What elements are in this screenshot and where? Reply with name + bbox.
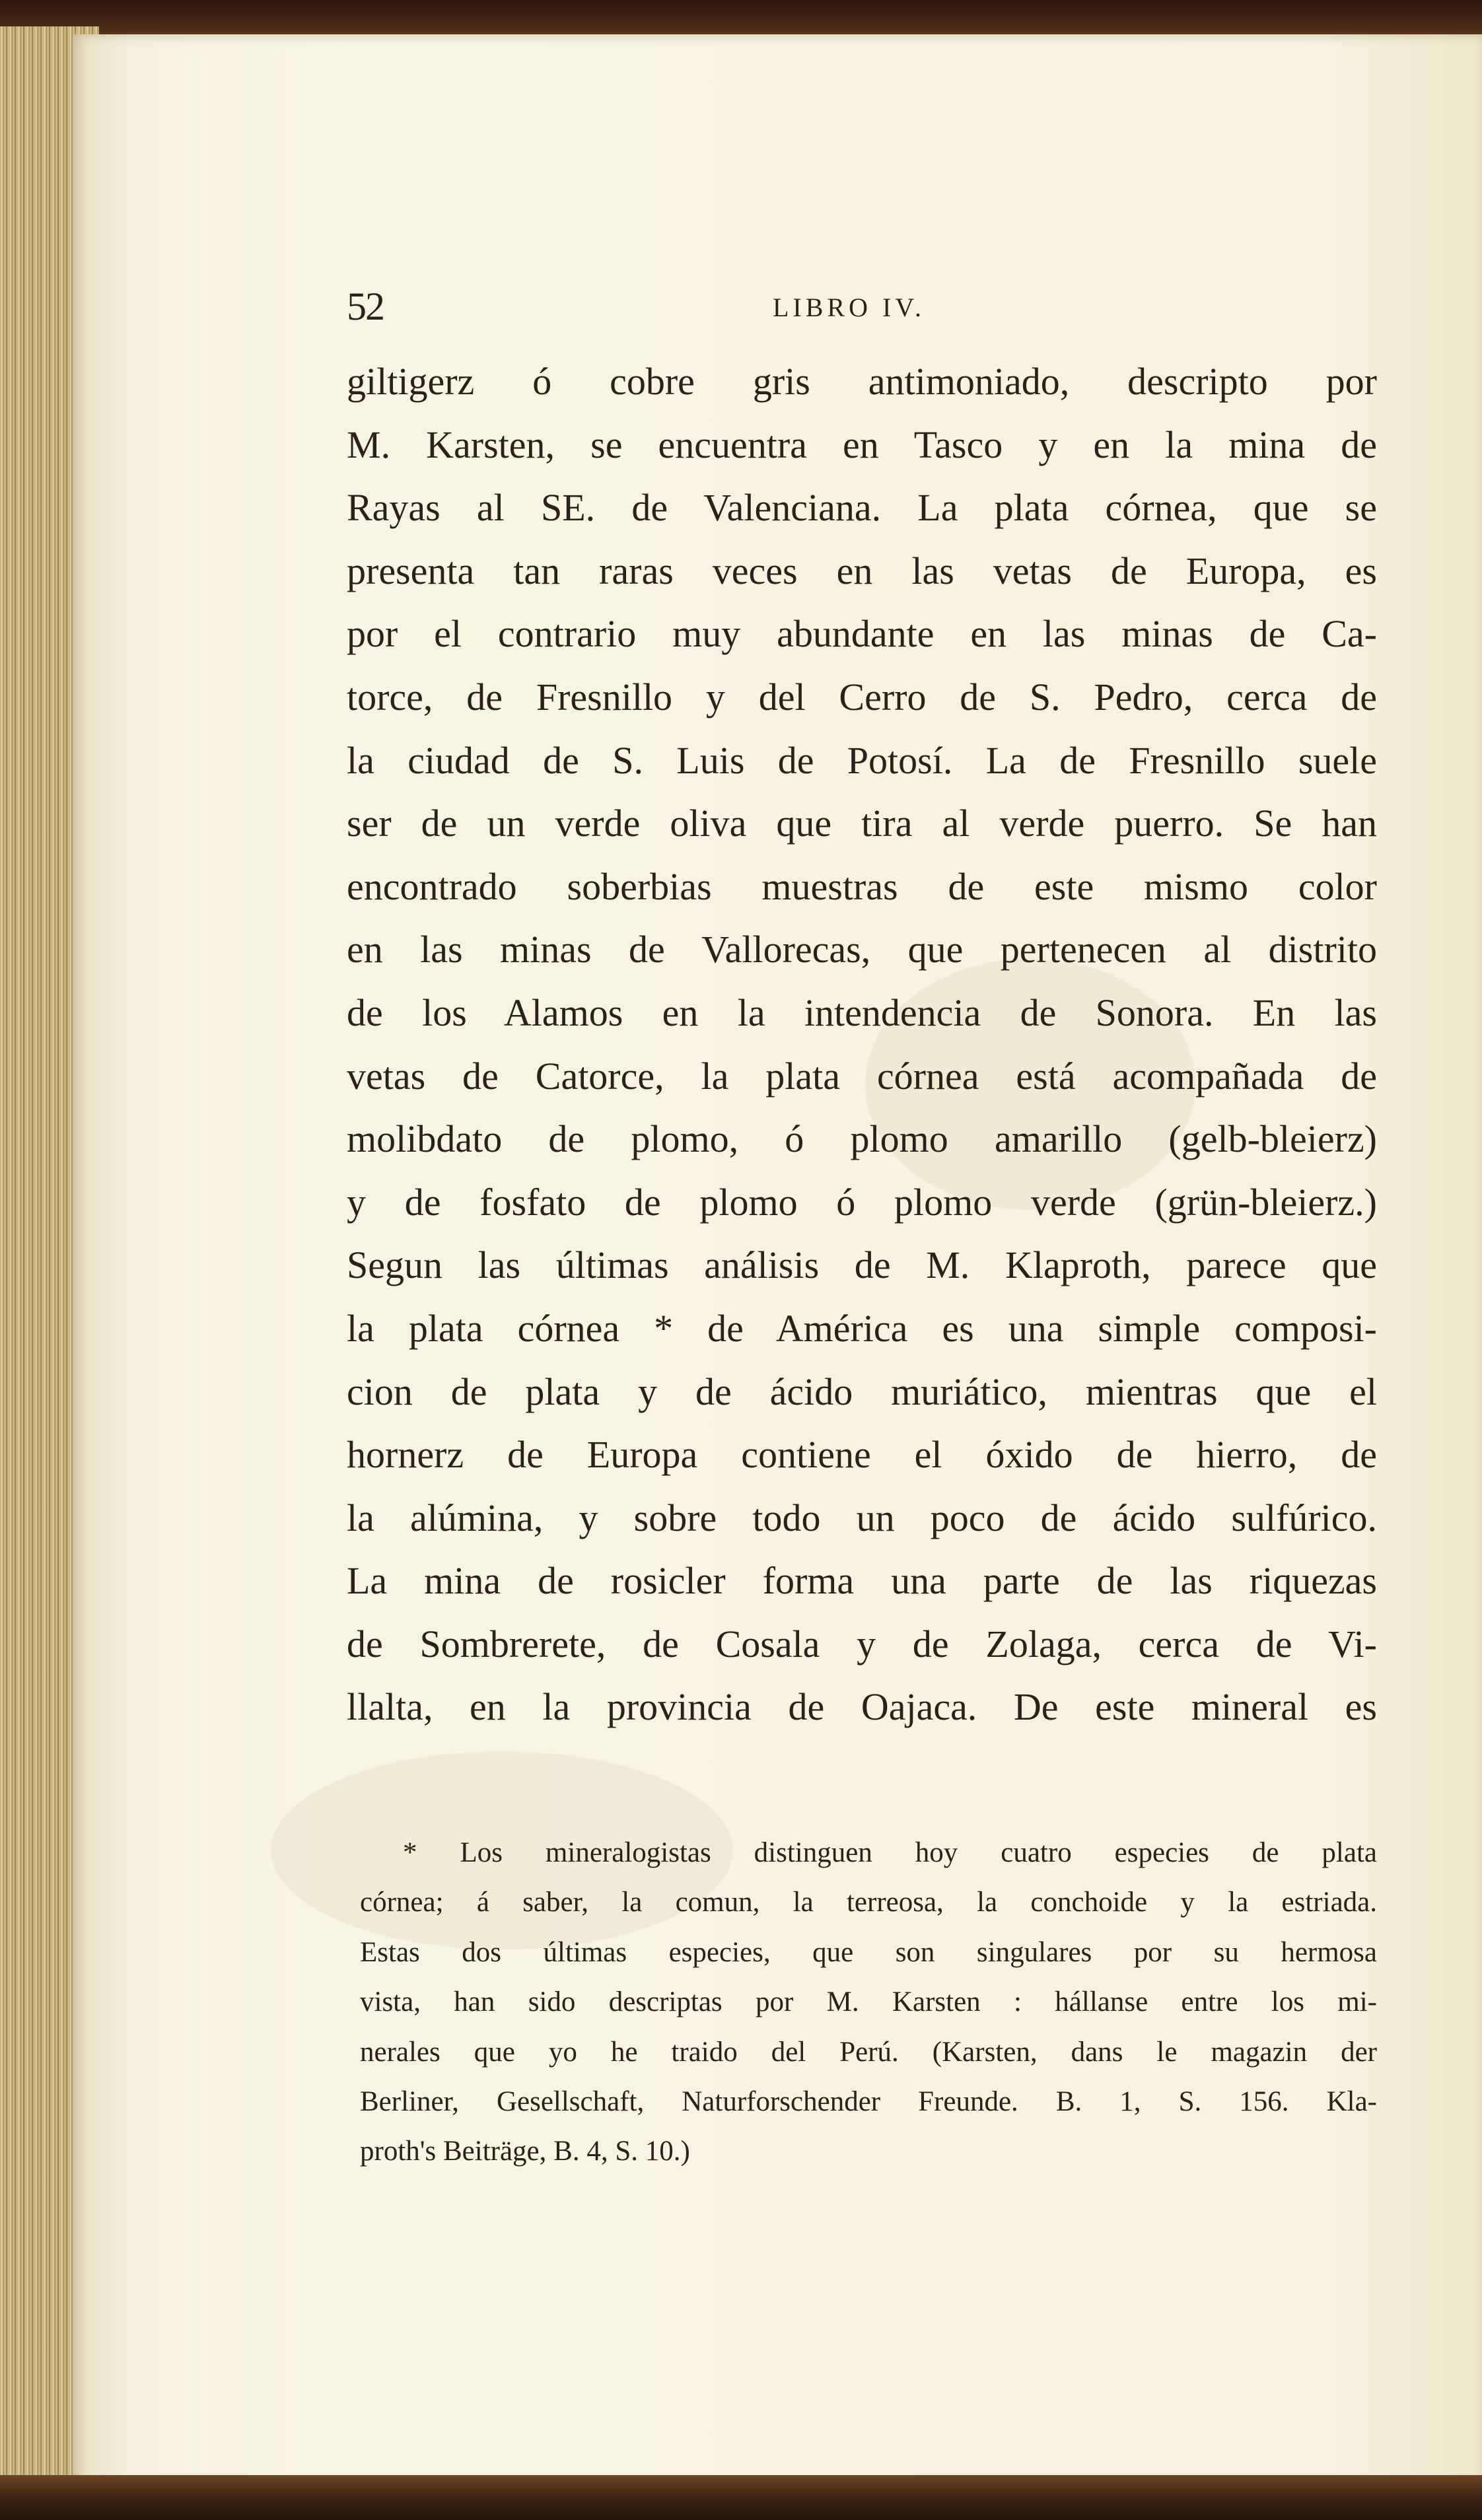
body-line: vetas de Catorce, la plata córnea está acompañada de bbox=[347, 1054, 1377, 1098]
body-line: ser de un verde oliva que tira al verde puerro. Se han bbox=[347, 802, 1377, 845]
book-binding-bottom bbox=[0, 2475, 1482, 2520]
body-line: Segun las últimas análisis de M. Klaproth, parece que bbox=[347, 1243, 1377, 1287]
body-line: llalta, en la provincia de Oajaca. De este mineral es bbox=[347, 1685, 1377, 1729]
footnote-line: córnea; á saber, la comun, la terreosa, la conchoide y la estriada. bbox=[360, 1887, 1377, 1918]
footnote-line: * Los mineralogistas distinguen hoy cuatro especies de plata bbox=[403, 1837, 1377, 1868]
page-header bbox=[347, 284, 1377, 330]
body-line: La mina de rosicler forma una parte de las riquezas bbox=[347, 1559, 1377, 1603]
footnote-line: proth's Beiträge, B. 4, S. 10.) bbox=[360, 2136, 690, 2167]
body-line: Rayas al SE. de Valenciana. La plata córnea, que se bbox=[347, 486, 1377, 530]
body-line: la ciudad de S. Luis de Potosí. La de Fresnillo suele bbox=[347, 738, 1377, 782]
running-head: LIBRO IV. bbox=[773, 293, 926, 322]
body-line: de Sombrerete, de Cosala y de Zolaga, cerca de Vi- bbox=[347, 1622, 1377, 1665]
body-line: encontrado soberbias muestras de este mismo color bbox=[347, 864, 1377, 908]
body-line: y de fosfato de plomo ó plomo verde (grün-bleierz.) bbox=[347, 1180, 1377, 1224]
body-line: la alúmina, y sobre todo un poco de ácido sulfúrico. bbox=[347, 1496, 1377, 1539]
footnote-line: Estas dos últimas especies, que son singulares por su hermosa bbox=[360, 1936, 1377, 1968]
body-line: hornerz de Europa contiene el óxido de hierro, de bbox=[347, 1433, 1377, 1477]
body-line: giltigerz ó cobre gris antimoniado, descripto por bbox=[347, 360, 1377, 403]
body-line: presenta tan raras veces en las vetas de Europa, es bbox=[347, 549, 1377, 592]
body-text bbox=[347, 350, 1377, 1739]
body-line: M. Karsten, se encuentra en Tasco y en la mina de bbox=[347, 423, 1377, 466]
body-line: en las minas de Vallorecas, que pertenecen al distrito bbox=[347, 928, 1377, 971]
footnote-line: vista, han sido descriptas por M. Karsten : hállanse entre los mi- bbox=[360, 1986, 1377, 2018]
page-number: 52 bbox=[347, 285, 384, 328]
footnote-line: nerales que yo he traido del Perú. (Karsten, dans le magazin der bbox=[360, 2036, 1377, 2068]
body-line: la plata córnea * de América es una simple composi- bbox=[347, 1306, 1377, 1350]
body-line: molibdato de plomo, ó plomo amarillo (gelb-bleierz) bbox=[347, 1117, 1377, 1161]
body-line: de los Alamos en la intendencia de Sonora. En las bbox=[347, 991, 1377, 1034]
body-line: por el contrario muy abundante en las minas de Ca- bbox=[347, 612, 1377, 656]
body-line: cion de plata y de ácido muriático, mientras que el bbox=[347, 1370, 1377, 1413]
body-line: torce, de Fresnillo y del Cerro de S. Pedro, cerca de bbox=[347, 675, 1377, 718]
footnote-line: Berliner, Gesellschaft, Naturforschender Freunde. B. 1, S. 156. Kla- bbox=[360, 2085, 1377, 2117]
footnote-block bbox=[360, 1828, 1377, 2177]
